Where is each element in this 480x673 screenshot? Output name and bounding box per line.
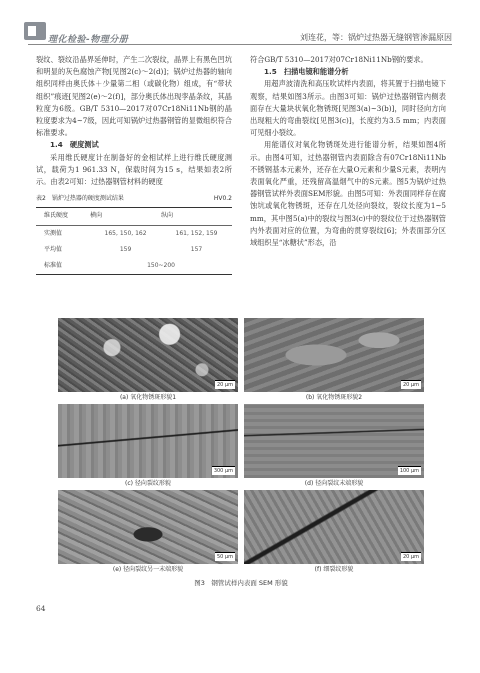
header-rule bbox=[28, 44, 452, 45]
journal-logo bbox=[24, 22, 46, 40]
paragraph: 采用维氏硬度计在制备好的金相试样上进行维氏硬度测试，载荷为1 961.33 N，保载时间为15 s，结果如表2所示。由表2可知：过热器钢管材料的硬度 bbox=[36, 152, 232, 187]
table-cell: 标准值 bbox=[44, 262, 63, 270]
figure-panel-c bbox=[58, 404, 238, 490]
table-row bbox=[36, 225, 232, 242]
scale-bar: 100 μm bbox=[399, 468, 419, 474]
table-header: 纵向 bbox=[161, 208, 232, 225]
paragraph: 符合GB/T 5310—2017对07Cr18Ni11Nb钢的要求。 bbox=[250, 55, 428, 64]
sem-image bbox=[58, 490, 238, 564]
scale-bar: 50 μm bbox=[216, 554, 233, 560]
table-header: 横向 bbox=[90, 208, 161, 225]
scale-bar: 20 μm bbox=[402, 554, 419, 560]
sem-image bbox=[244, 404, 424, 478]
figure-panel-f bbox=[244, 490, 424, 576]
table-row bbox=[36, 242, 232, 258]
panel-label: (f) 细裂纹形貌 bbox=[314, 566, 354, 573]
paragraph: 用超声波清洗和高压吹试样内表面，将其置于扫描电镜下观察，结果如图3所示。由图3可知：锅炉过热器钢管内侧表面存在大量块状氧化物锈斑[见图3(a)~3(b)]，同时径向方向出现粗大的弯曲裂纹[见图3(c)]，长度约为3.5 mm；内表面可见细小裂纹。 bbox=[250, 79, 446, 138]
table-caption: 表2 锅炉过热器的硬度测试结果 bbox=[36, 195, 124, 203]
figure-3 bbox=[58, 318, 424, 587]
table-cell: 159 bbox=[119, 245, 132, 253]
hardness-table bbox=[36, 193, 232, 275]
sem-image bbox=[58, 318, 238, 392]
page-number: 64 bbox=[36, 604, 46, 613]
table-unit: HV0.2 bbox=[213, 195, 232, 203]
table-cell: 161, 152, 159 bbox=[175, 229, 218, 237]
panel-label: (a) 氧化物锈斑形貌1 bbox=[119, 394, 177, 401]
sem-image bbox=[58, 404, 238, 478]
panel-label: (e) 径向裂纹另一末端形貌 bbox=[112, 566, 184, 573]
table-row bbox=[36, 258, 232, 275]
page-header bbox=[0, 0, 480, 44]
table-cell: 平均值 bbox=[44, 245, 63, 253]
running-title: 刘连花，等：锅炉过热器无缝钢管渗漏原因 bbox=[300, 33, 452, 42]
left-column bbox=[36, 54, 232, 275]
right-column bbox=[250, 54, 446, 249]
table-cell: 实测值 bbox=[44, 229, 63, 237]
figure-panel-e bbox=[58, 490, 238, 576]
table-cell: 165, 150, 162 bbox=[104, 229, 147, 237]
section-heading-sem: 1.5 扫描电镜和能谱分析 bbox=[264, 67, 349, 77]
section-tag: 理化检验-物理分册 bbox=[48, 35, 129, 45]
table-cell: 157 bbox=[190, 245, 203, 253]
scale-bar: 20 μm bbox=[216, 382, 233, 388]
sem-image bbox=[244, 490, 424, 564]
paragraph: 裂纹、裂纹沿晶界延伸时，产生二次裂纹，晶界上有黑色凹坑和明显的灰色腐蚀产物[见图2(c)～2(d)]；锅炉过热器的轴向组织同样由奥氏体＋少量第二相（或碳化物）组成，有“带状组织”痕迹[见图2(e)～2(f)]，部分奥氏体出现孪晶条纹，其晶粒度为6级。GB/T 5310—2017对07Cr18Ni11Nb钢的晶粒度要求为4~7级，因此可知锅炉过热器钢管的显微组织符合标准要求。 bbox=[36, 55, 232, 138]
panel-label: (b) 氧化物锈斑形貌2 bbox=[305, 394, 363, 401]
figure-panel-d bbox=[244, 404, 424, 490]
panel-label: (c) 径向裂纹形貌 bbox=[125, 480, 171, 487]
figure-caption: 图3 钢管试样内表面 SEM 形貌 bbox=[194, 579, 288, 587]
scale-bar: 300 μm bbox=[213, 468, 233, 474]
paragraph: 用能谱仪对氧化物锈斑处进行能谱分析，结果如图4所示。由图4可知，过热器钢管内表面除含有07Cr18Ni11Nb不锈钢基本元素外，还存在大量O元素和少量S元素，表明内表面氧化严重，还残留高温烟气中的S元素。图5为锅炉过热器钢管试样外表面SEM形貌。由图5可知：外表面同样存在腐蚀坑或氧化物锈斑，还存在几处径向裂纹，裂纹长度为1~5 mm，其中图5(a)中的裂纹与图3(c)中的裂纹位于过热器钢管内外表面对应的位置，为弯曲的贯穿裂纹[6]；外表面部分区域组织呈“冰糖状”形态，沿 bbox=[250, 140, 446, 248]
figure-panel-b bbox=[244, 318, 424, 404]
scale-bar: 20 μm bbox=[402, 382, 419, 388]
sem-image bbox=[244, 318, 424, 392]
panel-label: (d) 径向裂纹末端形貌 bbox=[304, 480, 364, 487]
table-cell: 150~200 bbox=[147, 262, 175, 270]
figure-panel-a bbox=[58, 318, 238, 404]
table-header: 维氏硬度 bbox=[36, 208, 90, 225]
section-heading-hardness: 1.4 硬度测试 bbox=[50, 140, 99, 150]
